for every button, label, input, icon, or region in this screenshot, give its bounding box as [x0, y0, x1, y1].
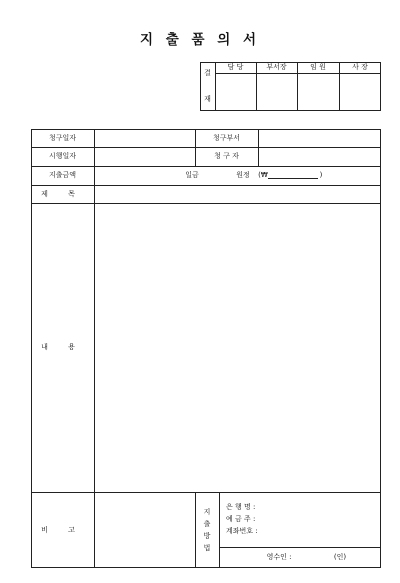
receiver-field[interactable] — [300, 549, 330, 566]
approval-col-staff: 담 당 — [227, 63, 244, 71]
claimant-label: 청 구 자 — [214, 152, 239, 160]
claim-date-label: 청구일자 — [48, 133, 77, 142]
approval-label-bottom: 재 — [204, 94, 211, 103]
approval-col-president: 사 장 — [352, 63, 368, 71]
amount-won-label: 원정 — [236, 171, 250, 179]
claim-dept-field[interactable] — [259, 130, 380, 147]
payment-method-char: 지 — [203, 508, 211, 516]
amount-number-field[interactable] — [268, 178, 318, 179]
document-title: 지 출 품 의 서 — [139, 32, 260, 48]
approval-col-executive: 임 원 — [310, 63, 326, 71]
bank-name-label: 은 행 명 : — [226, 502, 256, 511]
payment-method-label — [195, 492, 219, 568]
remarks-field[interactable] — [95, 493, 195, 568]
amount-paren-open: (₩ — [258, 171, 268, 179]
depositor-label: 예 금 주 : — [226, 514, 256, 523]
approval-label-top: 결 — [204, 68, 211, 77]
seal-label: (인) — [333, 552, 347, 561]
approval-sign-staff[interactable] — [216, 74, 256, 110]
bank-info-field[interactable] — [290, 498, 378, 542]
content-field[interactable] — [95, 204, 380, 492]
exec-date-label: 시행일자 — [48, 152, 77, 160]
subject-field[interactable] — [95, 186, 380, 203]
payment-method-char: 법 — [203, 544, 211, 552]
payment-method-char: 방 — [203, 532, 211, 540]
claim-date-field[interactable] — [95, 130, 195, 147]
amount-label: 지출금액 — [48, 171, 77, 179]
amount-words-field[interactable] — [95, 167, 245, 185]
amount-words-label: 일금 — [185, 171, 199, 179]
remarks-label: 비 고 — [41, 525, 84, 534]
exec-date-field[interactable] — [95, 148, 195, 166]
content-label: 내 용 — [41, 343, 84, 351]
approval-sign-president[interactable] — [340, 74, 380, 110]
claimant-field[interactable] — [259, 148, 380, 166]
account-no-label: 계좌번호 : — [226, 526, 258, 535]
approval-col-dept-head: 부서장 — [266, 63, 287, 71]
form-row-divider — [219, 547, 381, 548]
approval-sign-dept-head[interactable] — [257, 74, 297, 110]
claim-dept-label: 청구부서 — [212, 133, 241, 142]
subject-label: 제 목 — [41, 189, 84, 198]
receiver-label: 영수인 : — [266, 552, 292, 561]
approval-sign-executive[interactable] — [298, 74, 339, 110]
form-col-divider — [219, 492, 220, 568]
payment-method-char: 출 — [203, 520, 211, 528]
amount-paren-close: ) — [319, 171, 323, 179]
